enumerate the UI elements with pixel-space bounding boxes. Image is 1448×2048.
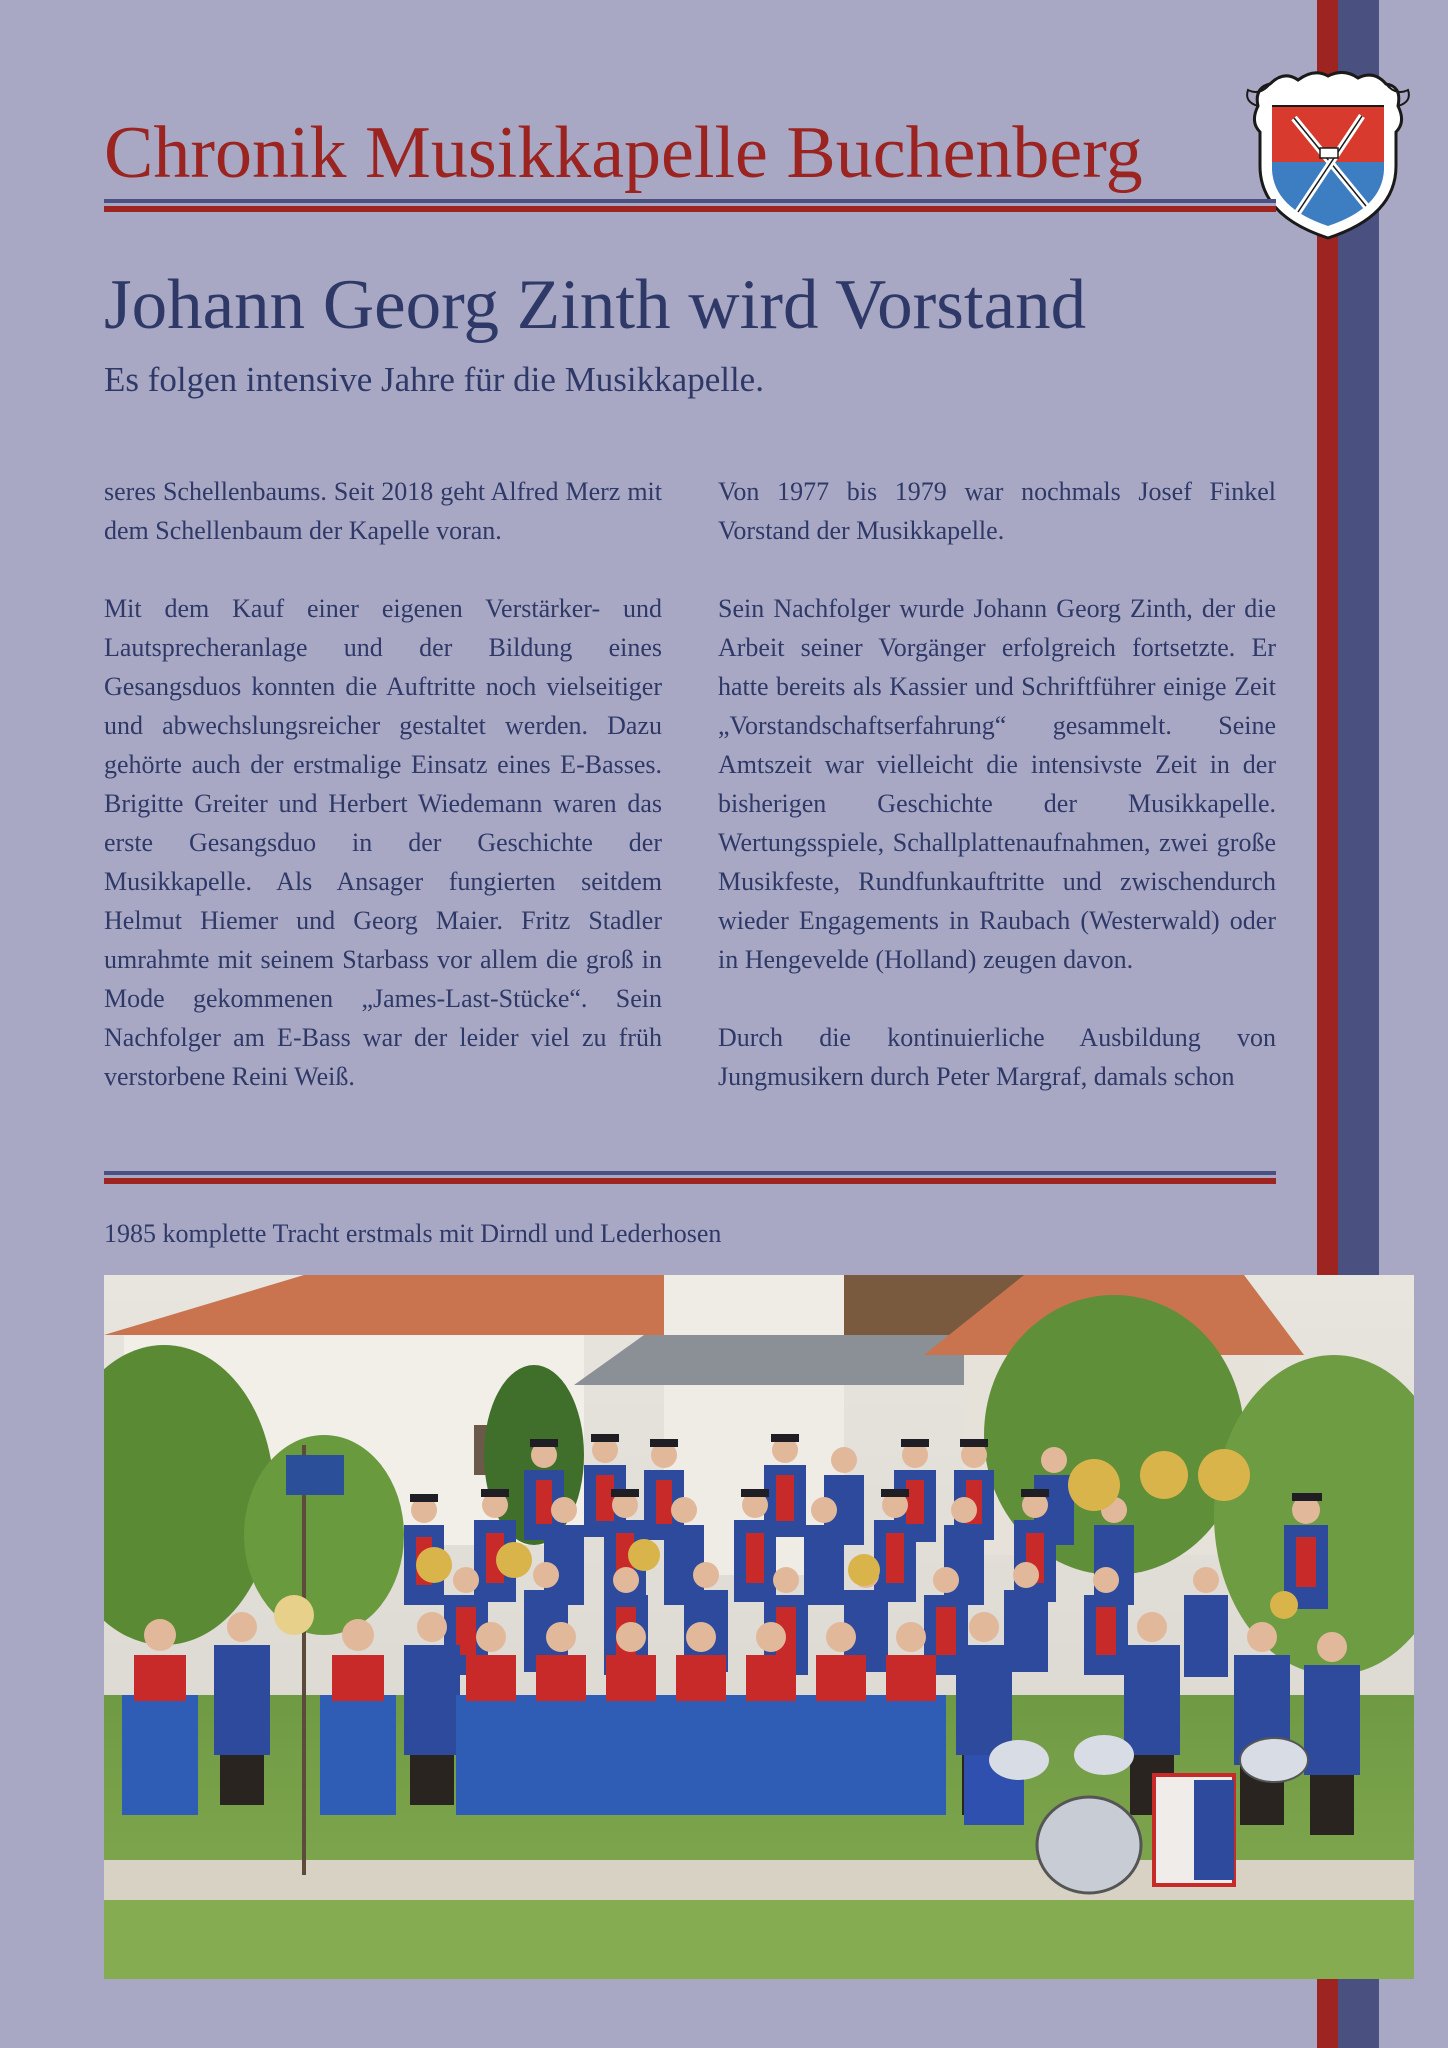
chronicle-title: Chronik Musikkapelle Buchenberg <box>104 112 1143 194</box>
photo-caption: 1985 komplette Tracht erstmals mit Dirndl und Lederhosen <box>104 1219 722 1248</box>
left-text-column <box>104 472 662 1096</box>
coat-of-arms-icon <box>1236 66 1416 242</box>
title-divider <box>104 199 1276 212</box>
paragraph: seres Schellenbaums. Seit 2018 geht Alfred Merz mit dem Schellenbaum der Kapelle voran. <box>104 477 662 545</box>
paragraph: Durch die kontinuierliche Ausbildung von Jungmusikern durch Peter Margraf, damals schon <box>718 1023 1276 1091</box>
paragraph: Von 1977 bis 1979 war nochmals Josef Finkel Vorstand der Musikkapelle. <box>718 477 1276 545</box>
section-divider <box>104 1171 1276 1184</box>
article-headline: Johann Georg Zinth wird Vorstand <box>104 266 1087 344</box>
paragraph: Sein Nachfolger wurde Johann Georg Zinth, der die Arbeit seiner Vorgänger erfolgreich fortsetzte. Er hatte bereits als Kassier und Schriftführer einige Zeit „Vorstandschaftserfahrung“ gesammelt. Seine Amtszeit war vielleicht die intensivste Zeit in der bisherigen Geschichte der Musikkapelle. Wertungsspiele, Schallplattenaufnahmen, zwei große Musikfeste, Rundfunkauftritte und zwischendurch wieder Engagements in Raubach (Westerwald) oder in Hengevelde (Holland) zeugen davon. <box>718 594 1276 974</box>
paragraph: Mit dem Kauf einer eigenen Verstärker- und Lautsprecheranlage und der Bildung eines Gesangsduos konnten die Auftritte noch vielseitiger und abwechslungsreicher gestaltet werden. Dazu gehörte auch der erstmalige Einsatz eines E-Basses. Brigitte Greiter und Herbert Wiedemann waren das erste Gesangsduo in der Geschichte der Musikkapelle. Als Ansager fungierten seitdem Helmut Hiemer und Georg Maier. Fritz Stadler umrahmte mit seinem Starbass vor allem die groß in Mode gekommenen „James-Last-Stücke“. Sein Nachfolger am E-Bass war der leider viel zu früh verstorbene Reini Weiß. <box>104 594 662 1091</box>
group-photo <box>104 1275 1414 1979</box>
right-text-column <box>718 472 1276 1096</box>
article-subheadline: Es folgen intensive Jahre für die Musikkapelle. <box>104 360 764 399</box>
